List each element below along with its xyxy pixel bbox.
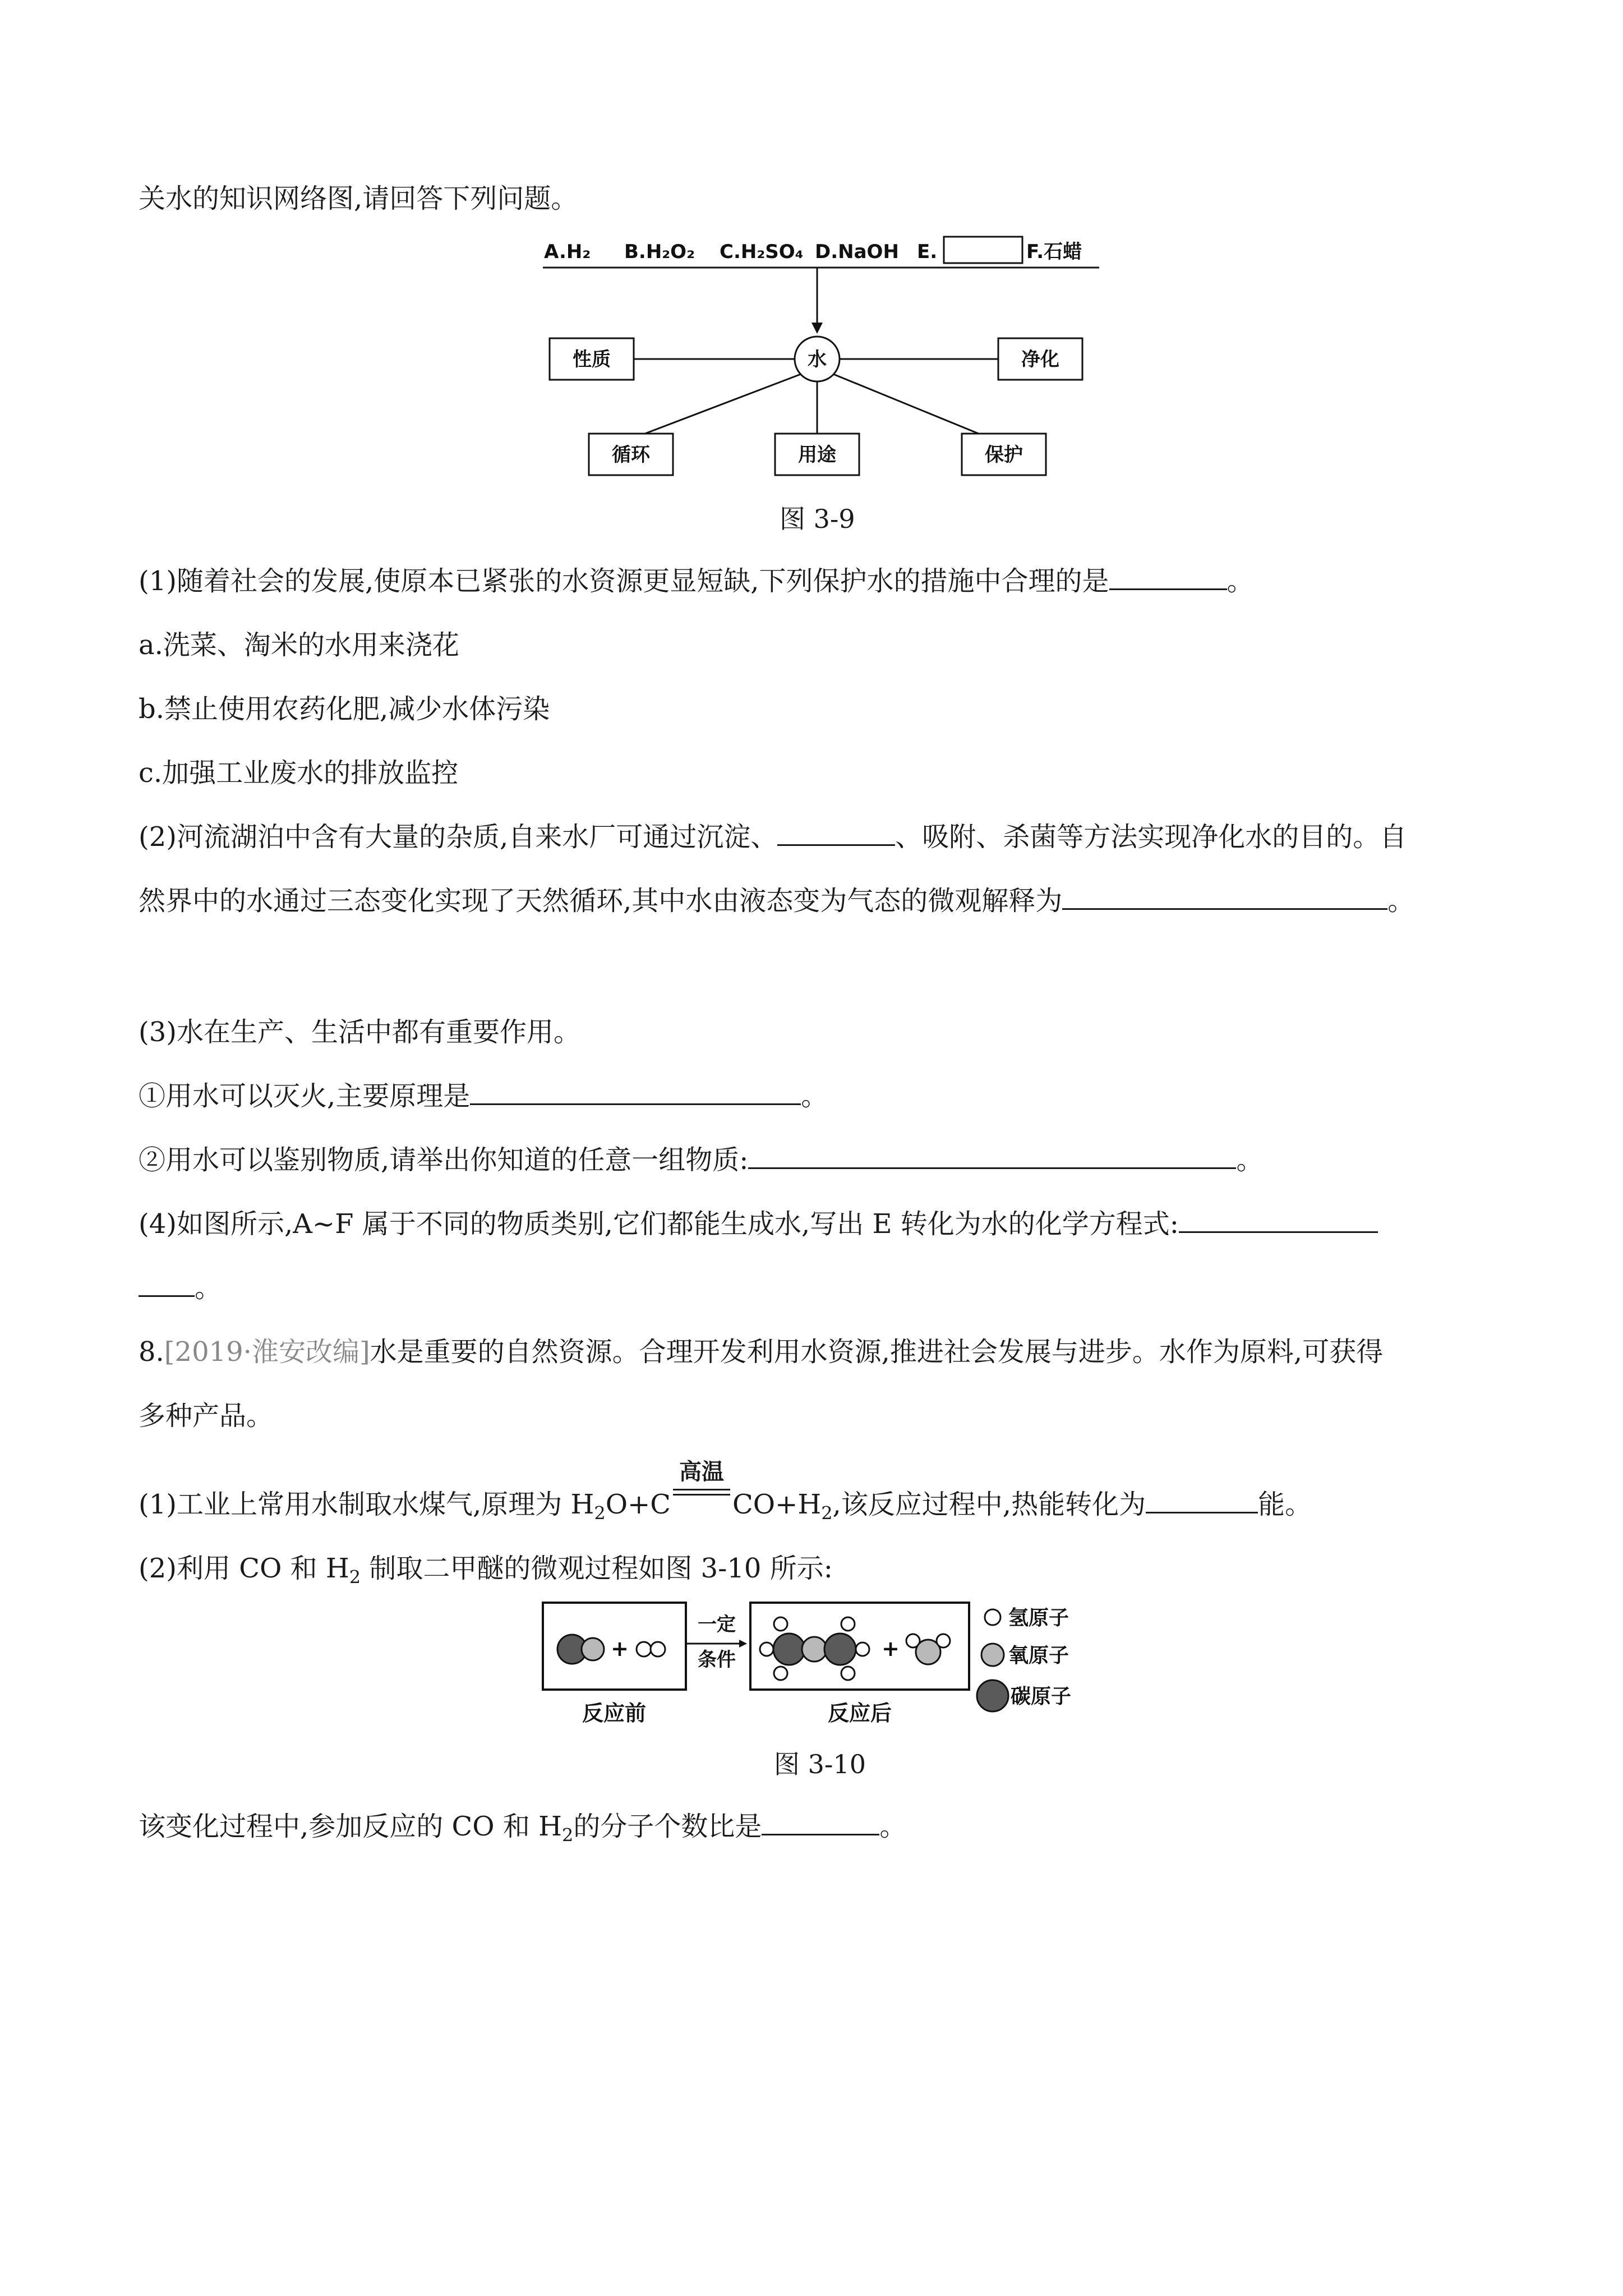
connector-bottom-left: [645, 374, 801, 434]
legend-oxygen-swatch: [981, 1644, 1004, 1666]
q3-sub2-line: [139, 1142, 1263, 1178]
legend-oxygen-label: 氧原子: [1008, 1644, 1069, 1667]
q1-option-c: c.加强工业废水的排放监控: [139, 757, 459, 789]
reaction-condition: 高温: [679, 1459, 725, 1485]
q3-sub1-text: ①用水可以灭火,主要原理是: [139, 1080, 471, 1112]
ether-h-bottom-right: [841, 1667, 855, 1680]
equals-bar-bottom: [673, 1494, 730, 1496]
water-center-label: 水: [808, 348, 827, 371]
q8-final-post: 的分子个数比是: [573, 1811, 762, 1842]
label-d: D.NaOH: [815, 241, 899, 263]
down-arrow-head: [811, 323, 823, 334]
ether-oxygen: [802, 1637, 827, 1662]
ether-h-top-left: [774, 1617, 787, 1631]
q1-answer-blank: [1109, 564, 1227, 590]
ether-carbon-right: [824, 1634, 856, 1665]
legend-hydrogen-swatch: [985, 1609, 1000, 1625]
q2-line-1: [139, 819, 1407, 855]
after-plus: +: [882, 1636, 900, 1661]
legend-carbon-swatch: [977, 1680, 1008, 1711]
q3-sub2-answer-blank: [748, 1143, 1236, 1169]
q8-p1-o: O+C: [605, 1489, 671, 1520]
q2-answer-blank-1: [777, 820, 895, 846]
ether-carbon-left: [773, 1634, 805, 1665]
q2-line-2: [139, 883, 1414, 919]
q4-text: (4)如图所示,A~F 属于不同的物质类别,它们都能生成水,写出 E 转化为水的化学方程式:: [139, 1208, 1179, 1240]
h2-molecule-atom-2: [651, 1642, 665, 1657]
before-plus: +: [611, 1636, 629, 1661]
q8-p1-mid: ,该反应过程中,热能转化为: [832, 1489, 1146, 1520]
reaction-condition-sign: [671, 1459, 732, 1513]
box-purification-label: 净化: [1021, 348, 1059, 371]
q8-line-2: 多种产品。: [139, 1400, 274, 1432]
q2-text-1: (2)河流湖泊中含有大量的杂质,自来水厂可通过沉淀、: [139, 821, 778, 853]
q8-p1-answer-blank: [1146, 1487, 1258, 1513]
q4-line-2: [139, 1270, 222, 1306]
q2-text-1b: 、吸附、杀菌等方法实现净化水的目的。自: [895, 821, 1407, 853]
figure-3-10-caption: 图 3-10: [774, 1749, 866, 1779]
q8-p1-co: CO+H: [732, 1489, 822, 1520]
figure-3-9: [533, 222, 1110, 491]
q3-sub1-answer-blank: [470, 1079, 801, 1105]
q4-answer-blank-1: [1179, 1207, 1378, 1233]
label-e: E.: [917, 241, 938, 263]
q1-end: 。: [1227, 565, 1254, 597]
q3-sub2-end: 。: [1236, 1144, 1264, 1176]
after-label: 反应后: [827, 1701, 892, 1726]
q8-line-1: [139, 1334, 1383, 1370]
q8-part2-line: [139, 1550, 833, 1595]
h2-molecule-atom-1: [637, 1642, 651, 1657]
q8-p2-post: 制取二甲醚的微观过程如图 3-10 所示:: [361, 1553, 833, 1584]
intro-text: 关水的知识网络图,请回答下列问题。: [139, 183, 578, 214]
co-molecule-oxygen: [582, 1638, 604, 1660]
box-cycle-label: 循环: [612, 444, 650, 466]
q8-p2-pre: (2)利用 CO 和 H: [139, 1553, 349, 1584]
equals-bar-top: [673, 1489, 730, 1490]
q1-line: [139, 563, 1254, 599]
water-h-right: [937, 1634, 950, 1648]
q8-p1-end: 能。: [1258, 1489, 1312, 1520]
label-e-blank-box: [944, 237, 1022, 263]
q8-final-line: [139, 1809, 906, 1853]
q2-answer-blank-2: [1062, 884, 1387, 910]
box-usage-label: 用途: [798, 444, 836, 466]
ether-h-top-right: [841, 1617, 855, 1631]
q2-text-2: 然界中的水通过三态变化实现了天然循环,其中水由液态变为气态的微观解释为: [139, 885, 1063, 917]
q8-final-answer-blank: [762, 1809, 879, 1835]
q4-end: 。: [195, 1272, 222, 1304]
q8-final-end: 。: [879, 1811, 907, 1842]
figure-3-9-caption: 图 3-9: [780, 504, 855, 534]
box-properties-label: 性质: [573, 348, 611, 371]
legend-hydrogen-label: 氢原子: [1008, 1607, 1069, 1630]
reaction-arrow-head: [739, 1640, 747, 1648]
box-protection-label: 保护: [985, 444, 1023, 466]
q8-p1-pre: (1)工业上常用水制取水煤气,原理为: [139, 1489, 571, 1520]
q8-p1-h: H: [570, 1489, 594, 1520]
q8-p1-h-subscript: 2: [594, 1502, 606, 1524]
before-label: 反应前: [582, 1701, 647, 1726]
arrow-condition-top: 一定: [698, 1613, 736, 1636]
q8-source: [2019·淮安改编]: [164, 1336, 370, 1368]
q3-sub2-text: ②用水可以鉴别物质,请举出你知道的任意一组物质:: [139, 1144, 749, 1176]
q8-final-pre: 该变化过程中,参加反应的 CO 和 H: [139, 1811, 562, 1842]
label-b: B.H₂O₂: [624, 241, 695, 263]
q8-text-1: 水是重要的自然资源。合理开发利用水资源,推进社会发展与进步。水作为原料,可获得: [370, 1336, 1384, 1368]
q3-sub1-end: 。: [801, 1080, 828, 1112]
q1-option-a: a.洗菜、淘米的水用来浇花: [139, 629, 459, 661]
label-a: A.H₂: [544, 241, 591, 263]
q3-sub1-line: [139, 1078, 828, 1114]
q8-final-h2-subscript: 2: [561, 1824, 574, 1846]
q3-line: (3)水在生产、生活中都有重要作用。: [139, 1016, 580, 1048]
q4-line: [139, 1206, 1378, 1242]
ether-h-right: [856, 1642, 869, 1656]
q8-p1-h2-subscript: 2: [821, 1502, 833, 1524]
label-f: F.石蜡: [1026, 241, 1082, 263]
ether-h-left: [760, 1642, 773, 1656]
q8-part1-line: [139, 1459, 1312, 1531]
q1-text: (1)随着社会的发展,使原本已紧张的水资源更显短缺,下列保护水的措施中合理的是: [139, 565, 1109, 597]
ether-h-bottom-left: [774, 1667, 787, 1680]
q8-number: 8.: [139, 1336, 164, 1368]
q4-answer-blank-2: [139, 1271, 195, 1297]
connector-bottom-right: [833, 374, 979, 434]
figure-3-10: [538, 1596, 1099, 1742]
q2-end: 。: [1387, 885, 1415, 917]
legend-carbon-label: 碳原子: [1011, 1685, 1072, 1708]
q1-option-b: b.禁止使用农药化肥,减少水体污染: [139, 693, 550, 725]
arrow-condition-bottom: 条件: [698, 1649, 736, 1671]
q8-p2-h2-subscript: 2: [349, 1566, 361, 1588]
label-c: C.H₂SO₄: [720, 241, 804, 263]
